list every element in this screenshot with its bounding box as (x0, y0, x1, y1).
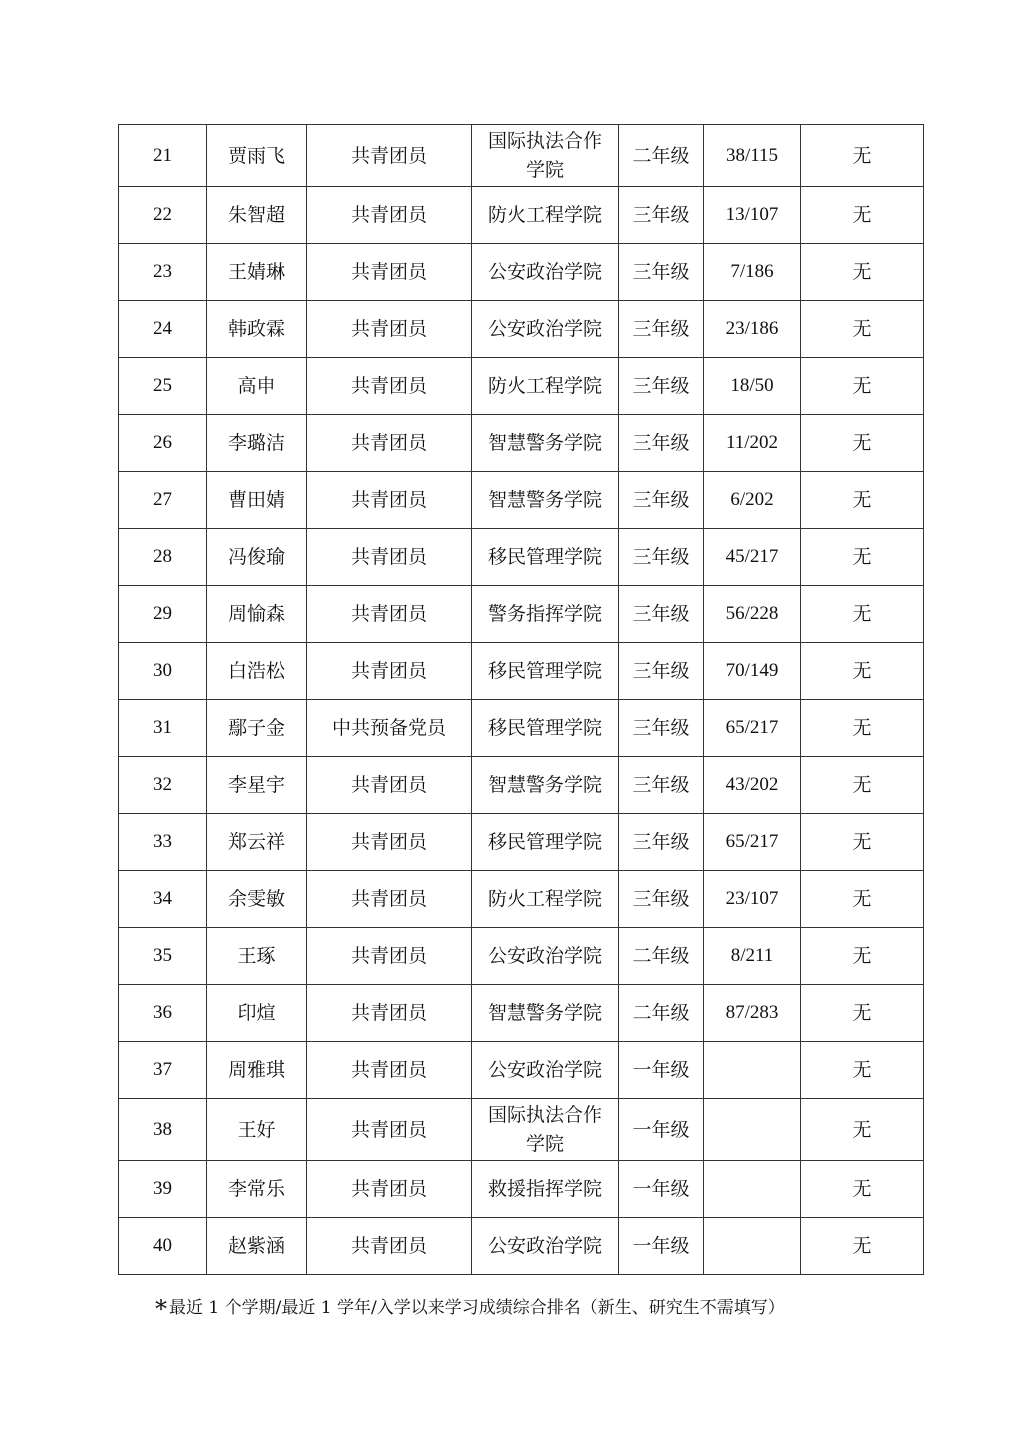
footnote-marker: * (155, 1295, 167, 1323)
table-row (119, 985, 924, 1042)
table-row (119, 301, 924, 358)
table-row (119, 586, 924, 643)
cell-grade: 一年级 (619, 1218, 704, 1275)
cell-college: 智慧警务学院 (472, 472, 619, 529)
cell-name: 余雯敏 (207, 871, 307, 928)
cell-rank (704, 1218, 801, 1275)
cell-remark: 无 (801, 1042, 924, 1099)
cell-remark: 无 (801, 187, 924, 244)
cell-name: 贾雨飞 (207, 125, 307, 187)
cell-rank: 65/217 (704, 700, 801, 757)
table-row (119, 1099, 924, 1161)
cell-grade: 三年级 (619, 814, 704, 871)
cell-rank: 18/50 (704, 358, 801, 415)
cell-college: 公安政治学院 (472, 1218, 619, 1275)
cell-grade: 三年级 (619, 472, 704, 529)
cell-name: 王琢 (207, 928, 307, 985)
cell-political-status: 共青团员 (307, 757, 472, 814)
cell-grade: 一年级 (619, 1042, 704, 1099)
cell-college: 防火工程学院 (472, 871, 619, 928)
cell-number: 27 (119, 472, 207, 529)
table-body (119, 125, 924, 1275)
cell-remark: 无 (801, 301, 924, 358)
cell-name: 白浩松 (207, 643, 307, 700)
cell-college: 公安政治学院 (472, 928, 619, 985)
cell-remark: 无 (801, 928, 924, 985)
table-row (119, 1218, 924, 1275)
cell-college: 智慧警务学院 (472, 415, 619, 472)
cell-name: 鄢子金 (207, 700, 307, 757)
cell-political-status: 共青团员 (307, 643, 472, 700)
cell-remark: 无 (801, 1161, 924, 1218)
cell-political-status: 共青团员 (307, 125, 472, 187)
cell-rank: 13/107 (704, 187, 801, 244)
table-row (119, 358, 924, 415)
cell-college: 国际执法合作学院 (472, 125, 619, 187)
cell-name: 李常乐 (207, 1161, 307, 1218)
cell-political-status: 共青团员 (307, 1099, 472, 1161)
cell-political-status: 共青团员 (307, 529, 472, 586)
cell-grade: 一年级 (619, 1161, 704, 1218)
cell-remark: 无 (801, 415, 924, 472)
cell-rank: 65/217 (704, 814, 801, 871)
cell-remark: 无 (801, 358, 924, 415)
cell-rank: 56/228 (704, 586, 801, 643)
cell-name: 周雅琪 (207, 1042, 307, 1099)
cell-college: 防火工程学院 (472, 358, 619, 415)
cell-remark: 无 (801, 1218, 924, 1275)
cell-college: 移民管理学院 (472, 643, 619, 700)
cell-remark: 无 (801, 586, 924, 643)
cell-political-status: 共青团员 (307, 928, 472, 985)
cell-name: 高申 (207, 358, 307, 415)
cell-college: 国际执法合作学院 (472, 1099, 619, 1161)
table-row (119, 643, 924, 700)
cell-remark: 无 (801, 643, 924, 700)
cell-name: 王婧琳 (207, 244, 307, 301)
cell-political-status: 共青团员 (307, 814, 472, 871)
cell-political-status: 共青团员 (307, 1042, 472, 1099)
cell-number: 31 (119, 700, 207, 757)
cell-name: 王好 (207, 1099, 307, 1161)
cell-college: 公安政治学院 (472, 244, 619, 301)
table-row (119, 814, 924, 871)
cell-grade: 三年级 (619, 358, 704, 415)
cell-rank: 23/107 (704, 871, 801, 928)
cell-rank: 45/217 (704, 529, 801, 586)
table-row (119, 700, 924, 757)
cell-college: 防火工程学院 (472, 187, 619, 244)
cell-political-status: 共青团员 (307, 1218, 472, 1275)
cell-name: 李璐洁 (207, 415, 307, 472)
cell-grade: 二年级 (619, 928, 704, 985)
cell-number: 36 (119, 985, 207, 1042)
cell-remark: 无 (801, 472, 924, 529)
cell-grade: 二年级 (619, 985, 704, 1042)
cell-political-status: 共青团员 (307, 358, 472, 415)
table-row (119, 187, 924, 244)
table-row (119, 472, 924, 529)
cell-college: 公安政治学院 (472, 301, 619, 358)
cell-college: 移民管理学院 (472, 700, 619, 757)
cell-name: 赵紫涵 (207, 1218, 307, 1275)
cell-number: 28 (119, 529, 207, 586)
cell-political-status: 共青团员 (307, 1161, 472, 1218)
cell-rank: 23/186 (704, 301, 801, 358)
table-row (119, 1161, 924, 1218)
cell-name: 郑云祥 (207, 814, 307, 871)
cell-remark: 无 (801, 985, 924, 1042)
cell-remark: 无 (801, 125, 924, 187)
cell-political-status: 共青团员 (307, 871, 472, 928)
cell-remark: 无 (801, 1099, 924, 1161)
cell-political-status: 共青团员 (307, 472, 472, 529)
cell-name: 韩政霖 (207, 301, 307, 358)
cell-name: 李星宇 (207, 757, 307, 814)
cell-political-status: 共青团员 (307, 244, 472, 301)
table-row (119, 871, 924, 928)
cell-remark: 无 (801, 529, 924, 586)
table-row (119, 757, 924, 814)
cell-number: 40 (119, 1218, 207, 1275)
table-row (119, 928, 924, 985)
cell-college: 移民管理学院 (472, 529, 619, 586)
cell-political-status: 中共预备党员 (307, 700, 472, 757)
cell-rank (704, 1099, 801, 1161)
cell-college: 智慧警务学院 (472, 757, 619, 814)
cell-name: 曹田婧 (207, 472, 307, 529)
table-row (119, 529, 924, 586)
cell-rank: 11/202 (704, 415, 801, 472)
cell-remark: 无 (801, 700, 924, 757)
cell-number: 26 (119, 415, 207, 472)
cell-rank: 43/202 (704, 757, 801, 814)
cell-name: 朱智超 (207, 187, 307, 244)
cell-rank (704, 1161, 801, 1218)
student-table (118, 124, 924, 1275)
cell-remark: 无 (801, 244, 924, 301)
cell-number: 23 (119, 244, 207, 301)
cell-grade: 一年级 (619, 1099, 704, 1161)
cell-political-status: 共青团员 (307, 586, 472, 643)
cell-rank: 87/283 (704, 985, 801, 1042)
table-row (119, 1042, 924, 1099)
cell-grade: 三年级 (619, 700, 704, 757)
cell-political-status: 共青团员 (307, 415, 472, 472)
table-row (119, 244, 924, 301)
cell-number: 38 (119, 1099, 207, 1161)
cell-number: 29 (119, 586, 207, 643)
footnote-text: 最近 1 个学期/最近 1 学年/入学以来学习成绩综合排名（新生、研究生不需填写） (169, 1298, 785, 1318)
cell-number: 37 (119, 1042, 207, 1099)
cell-rank: 38/115 (704, 125, 801, 187)
cell-grade: 三年级 (619, 244, 704, 301)
cell-political-status: 共青团员 (307, 187, 472, 244)
cell-rank: 6/202 (704, 472, 801, 529)
cell-number: 25 (119, 358, 207, 415)
cell-number: 32 (119, 757, 207, 814)
cell-number: 22 (119, 187, 207, 244)
cell-number: 39 (119, 1161, 207, 1218)
cell-grade: 三年级 (619, 871, 704, 928)
cell-political-status: 共青团员 (307, 985, 472, 1042)
cell-number: 21 (119, 125, 207, 187)
table-row (119, 415, 924, 472)
cell-college: 救援指挥学院 (472, 1161, 619, 1218)
cell-number: 34 (119, 871, 207, 928)
cell-grade: 三年级 (619, 586, 704, 643)
cell-college: 移民管理学院 (472, 814, 619, 871)
cell-grade: 三年级 (619, 301, 704, 358)
cell-grade: 三年级 (619, 415, 704, 472)
cell-political-status: 共青团员 (307, 301, 472, 358)
cell-grade: 三年级 (619, 643, 704, 700)
cell-number: 33 (119, 814, 207, 871)
cell-rank: 7/186 (704, 244, 801, 301)
cell-college: 警务指挥学院 (472, 586, 619, 643)
footnote (155, 1293, 785, 1323)
cell-grade: 三年级 (619, 187, 704, 244)
cell-name: 印煊 (207, 985, 307, 1042)
cell-name: 周愉森 (207, 586, 307, 643)
cell-grade: 三年级 (619, 757, 704, 814)
cell-college: 智慧警务学院 (472, 985, 619, 1042)
cell-rank: 70/149 (704, 643, 801, 700)
cell-rank (704, 1042, 801, 1099)
table-row (119, 125, 924, 187)
cell-remark: 无 (801, 757, 924, 814)
cell-number: 35 (119, 928, 207, 985)
cell-grade: 三年级 (619, 529, 704, 586)
cell-name: 冯俊瑜 (207, 529, 307, 586)
cell-college: 公安政治学院 (472, 1042, 619, 1099)
cell-remark: 无 (801, 871, 924, 928)
cell-number: 24 (119, 301, 207, 358)
cell-rank: 8/211 (704, 928, 801, 985)
cell-number: 30 (119, 643, 207, 700)
cell-remark: 无 (801, 814, 924, 871)
cell-grade: 二年级 (619, 125, 704, 187)
